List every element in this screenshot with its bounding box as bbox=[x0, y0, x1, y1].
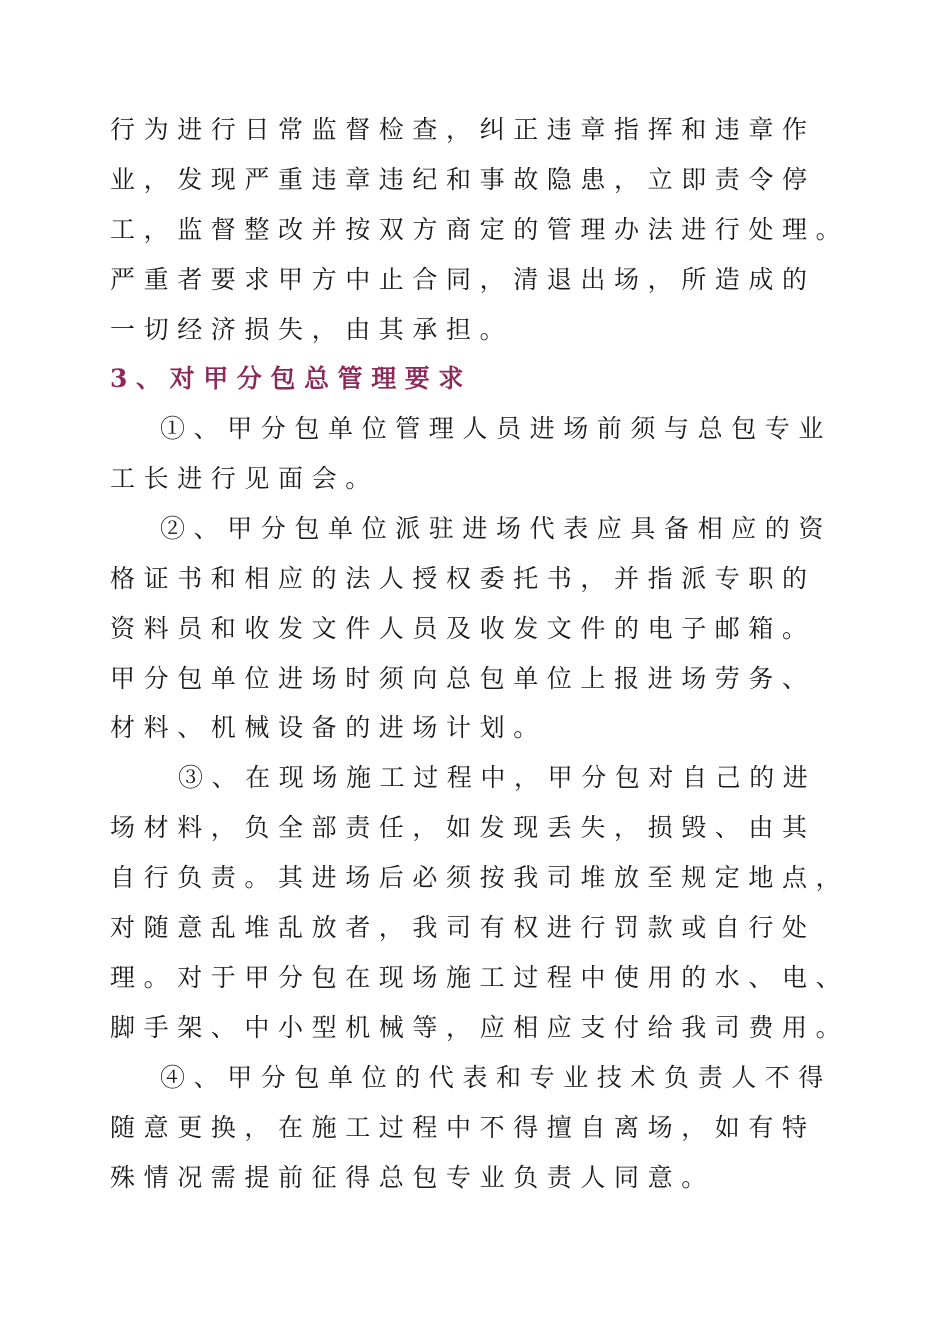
item-3-line-2: 场材料，负全部责任，如发现丢失，损毁、由其 bbox=[110, 813, 816, 842]
item-3-line-5: 理。对于甲分包在现场施工过程中使用的水、电、 bbox=[110, 963, 850, 992]
item-1-line-2: 工长进行见面会。 bbox=[110, 464, 379, 493]
paragraph-1-line-4: 严重者要求甲方中止合同，清退出场，所造成的 bbox=[110, 265, 816, 294]
item-2-line-5: 材料、机械设备的进场计划。 bbox=[110, 713, 547, 742]
item-1-line-1: ①、甲分包单位管理人员进场前须与总包专业 bbox=[160, 414, 833, 443]
paragraph-1-line-5: 一切经济损失，由其承担。 bbox=[110, 315, 514, 344]
paragraph-1-line-2: 业，发现严重违章违纪和事故隐患，立即责令停 bbox=[110, 165, 816, 194]
item-2-line-3: 资料员和收发文件人员及收发文件的电子邮箱。 bbox=[110, 614, 816, 643]
section-heading: 3、对甲分包总管理要求 bbox=[110, 364, 472, 393]
item-2-line-4: 甲分包单位进场时须向总包单位上报进场劳务、 bbox=[110, 664, 816, 693]
item-4-line-1: ④、甲分包单位的代表和专业技术负责人不得 bbox=[160, 1063, 833, 1092]
item-2-line-1: ②、甲分包单位派驻进场代表应具备相应的资 bbox=[160, 514, 833, 543]
item-2-line-2: 格证书和相应的法人授权委托书，并指派专职的 bbox=[110, 564, 816, 593]
item-3-line-1: ③、在现场施工过程中，甲分包对自己的进 bbox=[178, 763, 817, 792]
paragraph-1-line-1: 行为进行日常监督检查，纠正违章指挥和违章作 bbox=[110, 115, 816, 144]
item-3-line-4: 对随意乱堆乱放者，我司有权进行罚款或自行处 bbox=[110, 913, 816, 942]
item-3-line-6: 脚手架、中小型机械等，应相应支付给我司费用。 bbox=[110, 1013, 850, 1042]
item-4-line-2: 随意更换，在施工过程中不得擅自离场，如有特 bbox=[110, 1113, 816, 1142]
item-4-line-3: 殊情况需提前征得总包专业负责人同意。 bbox=[110, 1163, 715, 1192]
item-3-line-3: 自行负责。其进场后必须按我司堆放至规定地点， bbox=[110, 863, 850, 892]
paragraph-1-line-3: 工，监督整改并按双方商定的管理办法进行处理。 bbox=[110, 215, 850, 244]
